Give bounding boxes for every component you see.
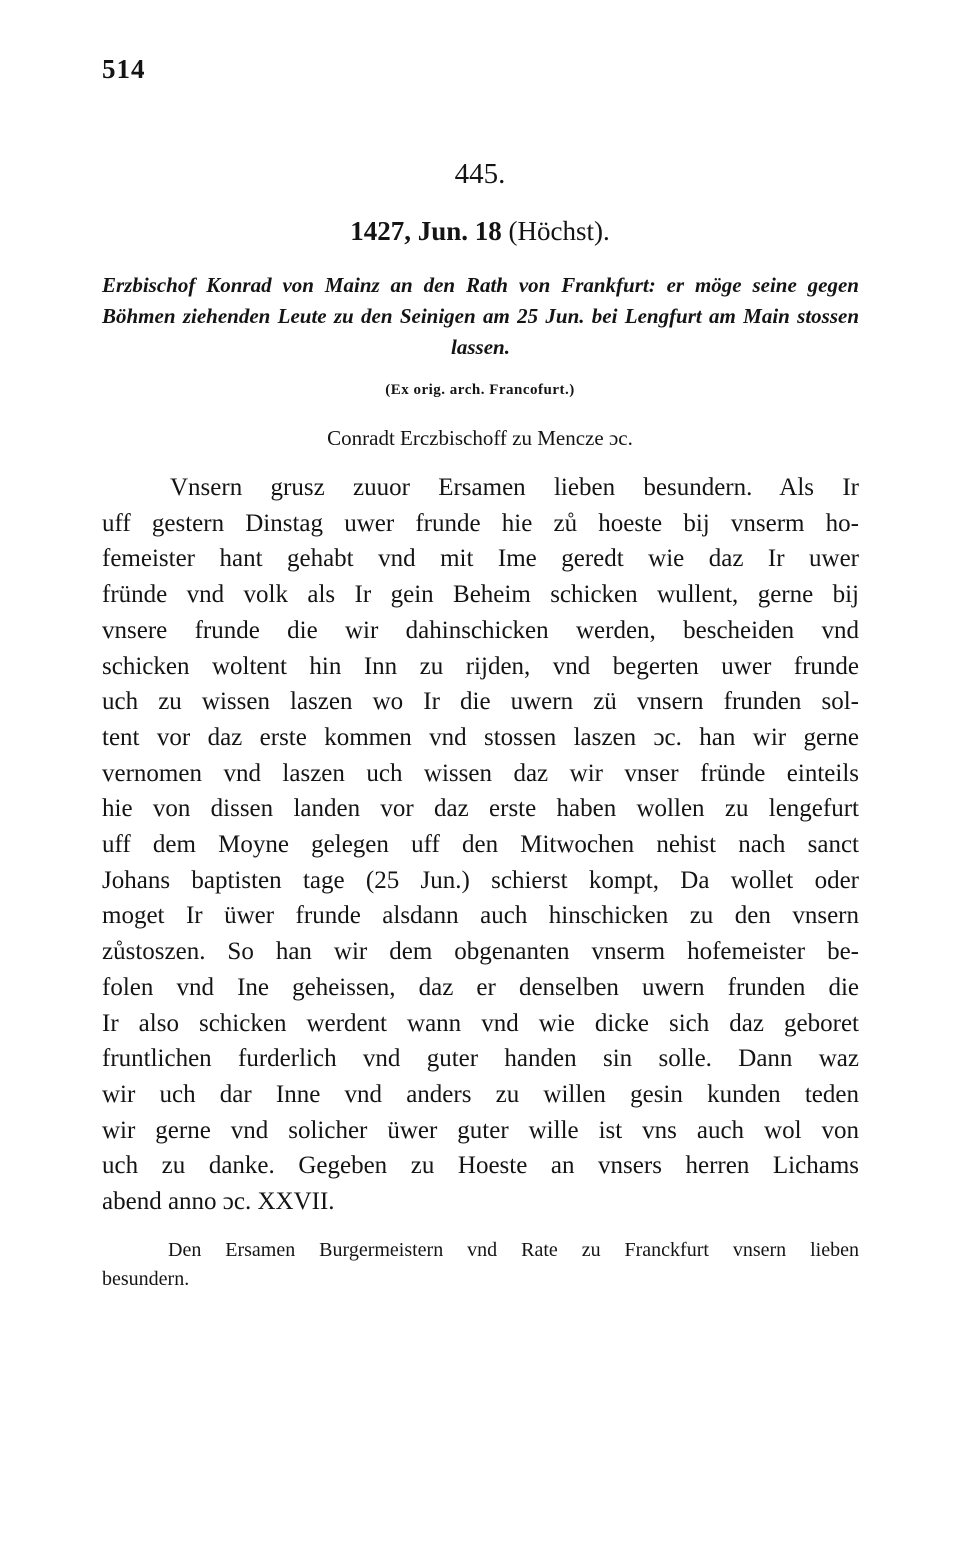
body-line: Vnsern grusz zuuor Ersamen lieben besundern. Als Ir bbox=[170, 474, 859, 501]
letter-address bbox=[102, 1236, 859, 1294]
body-line: uch zu danke. Gegeben zu Hoeste an vnsers herren Lichams bbox=[102, 1152, 859, 1180]
body-line: vernomen vnd laszen uch wissen daz wir vnser fründe einteils bbox=[102, 759, 859, 787]
regest-summary: Erzbischof Konrad von Mainz an den Rath von Frankfurt: er möge seine gegen Böhmen ziehenden Leute zu den Seinigen am 25 Jun. bei Lengfurt am Main stossen lassen. bbox=[102, 273, 859, 359]
body-line: wir gerne vnd solicher üwer guter wille ist vns auch wol von bbox=[102, 1116, 859, 1144]
address-line: Den Ersamen Burgermeistern vnd Rate zu Franckfurt vnsern lieben bbox=[168, 1239, 859, 1261]
body-line: femeister hant gehabt vnd mit Ime geredt wie daz Ir uwer bbox=[102, 545, 859, 573]
body-line: tent vor daz erste kommen vnd stossen laszen ɔc. han wir gerne bbox=[102, 723, 859, 751]
body-line: fruntlichen furderlich vnd guter handen sin solle. Dann waz bbox=[102, 1045, 859, 1073]
body-line: uch zu wissen laszen wo Ir die uwern zü vnsern frunden sol- bbox=[102, 688, 859, 716]
date-line bbox=[0, 216, 960, 247]
body-line: abend anno ɔc. XXVII. bbox=[102, 1188, 335, 1216]
body-line: fründe vnd volk als Ir gein Beheim schicken wullent, gerne bij bbox=[102, 581, 859, 609]
body-line: wir uch dar Inne vnd anders zu willen gesin kunden teden bbox=[102, 1080, 859, 1108]
letter-body bbox=[102, 470, 859, 1220]
address-line: besundern. bbox=[102, 1268, 190, 1290]
body-line: uff dem Moyne gelegen uff den Mitwochen nehist nach sanct bbox=[102, 831, 859, 859]
page-number: 514 bbox=[102, 54, 146, 84]
body-line: folen vnd Ine geheissen, daz er denselben uwern frunden die bbox=[102, 973, 859, 1001]
body-line: Ir also schicken werdent wann vnd wie dicke sich daz geboret bbox=[102, 1009, 859, 1037]
document-number: 445. bbox=[454, 158, 506, 190]
source-citation: (Ex orig. arch. Francofurt.) bbox=[385, 382, 575, 398]
body-line: moget Ir üwer frunde alsdann auch hinschicken zu den vnsern bbox=[102, 902, 859, 930]
document-date: 1427, Jun. 18 bbox=[350, 216, 502, 246]
body-line: schicken woltent hin Inn zu rijden, vnd begerten uwer frunde bbox=[102, 652, 859, 680]
body-line: vnsere frunde die wir dahinschicken werden, bescheiden vnd bbox=[102, 616, 859, 644]
document-place: (Höchst). bbox=[508, 216, 610, 246]
body-line: uff gestern Dinstag uwer frunde hie zů hoeste bij vnserm ho- bbox=[102, 509, 859, 537]
body-line: hie von dissen landen vor daz erste haben wollen zu lengefurt bbox=[102, 795, 859, 823]
body-line: Johans baptisten tage (25 Jun.) schierst kompt, Da wollet oder bbox=[102, 866, 859, 894]
body-line: zůstoszen. So han wir dem obgenanten vnserm hofemeister be- bbox=[102, 938, 859, 966]
intitulatio: Conradt Erczbischoff zu Mencze ɔc. bbox=[327, 426, 633, 450]
